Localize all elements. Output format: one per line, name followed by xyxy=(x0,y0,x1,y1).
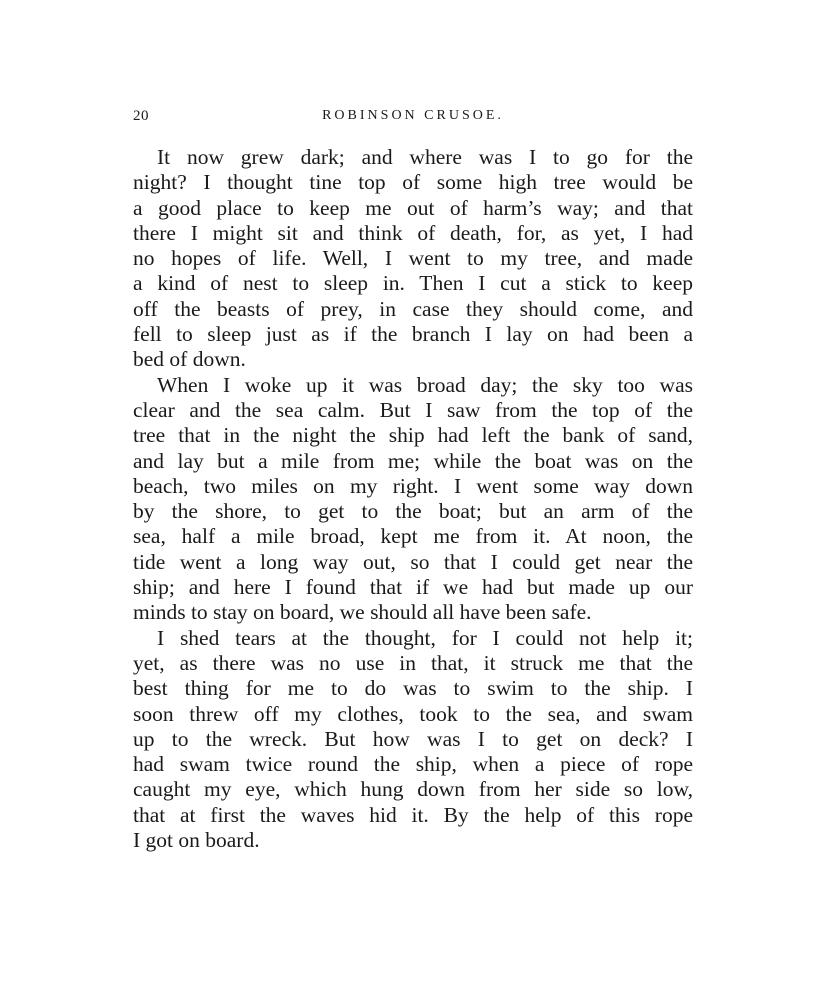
running-head xyxy=(133,108,693,130)
text-line: yet, as there was no use in that, it struck me that the xyxy=(133,650,693,675)
text-line: that at first the waves hid it. By the help of this rope xyxy=(133,802,693,827)
text-line: beach, two miles on my right. I went some way down xyxy=(133,473,693,498)
paragraph-2 xyxy=(133,373,693,626)
paragraph-3 xyxy=(133,626,693,854)
text-line: up to the wreck. But how was I to get on deck? I xyxy=(133,726,693,751)
text-line: a kind of nest to sleep in. Then I cut a stick to keep xyxy=(133,271,693,296)
text-line: night? I thought tine top of some high tree would be xyxy=(133,170,693,195)
text-line: soon threw off my clothes, took to the sea, and swam xyxy=(133,701,693,726)
text-line: When I woke up it was broad day; the sky too was xyxy=(157,372,693,397)
book-title: ROBINSON CRUSOE. xyxy=(322,108,504,123)
text-line: clear and the sea calm. But I saw from the top of the xyxy=(133,397,693,422)
text-line: no hopes of life. Well, I went to my tree, and made xyxy=(133,246,693,271)
text-line: best thing for me to do was to swim to the ship. I xyxy=(133,676,693,701)
text-line: tide went a long way out, so that I could get near the xyxy=(133,549,693,574)
text-line: I got on board. xyxy=(133,828,260,853)
text-line: a good place to keep me out of harm’s way; and that xyxy=(133,195,693,220)
text-line: I shed tears at the thought, for I could not help it; xyxy=(157,625,693,650)
page-number: 20 xyxy=(133,108,149,124)
text-line: It now grew dark; and where was I to go for the xyxy=(157,145,693,169)
body-text xyxy=(133,145,693,853)
text-line: caught my eye, which hung down from her side so low, xyxy=(133,777,693,802)
paragraph-1 xyxy=(133,145,693,373)
text-line: tree that in the night the ship had left the bank of sand, xyxy=(133,423,693,448)
text-line: by the shore, to get to the boat; but an arm of the xyxy=(133,499,693,524)
text-line: minds to stay on board, we should all have been safe. xyxy=(133,600,592,625)
text-line: and lay but a mile from me; while the boat was on the xyxy=(133,448,693,473)
text-line: there I might sit and think of death, for, as yet, I had xyxy=(133,220,693,245)
text-line: ship; and here I found that if we had but made up our xyxy=(133,575,693,600)
text-line: had swam twice round the ship, when a piece of rope xyxy=(133,752,693,777)
text-line: bed of down. xyxy=(133,347,246,372)
text-line: sea, half a mile broad, kept me from it. At noon, the xyxy=(133,524,693,549)
text-line: fell to sleep just as if the branch I lay on had been a xyxy=(133,322,693,347)
text-line: off the beasts of prey, in case they should come, and xyxy=(133,296,693,321)
